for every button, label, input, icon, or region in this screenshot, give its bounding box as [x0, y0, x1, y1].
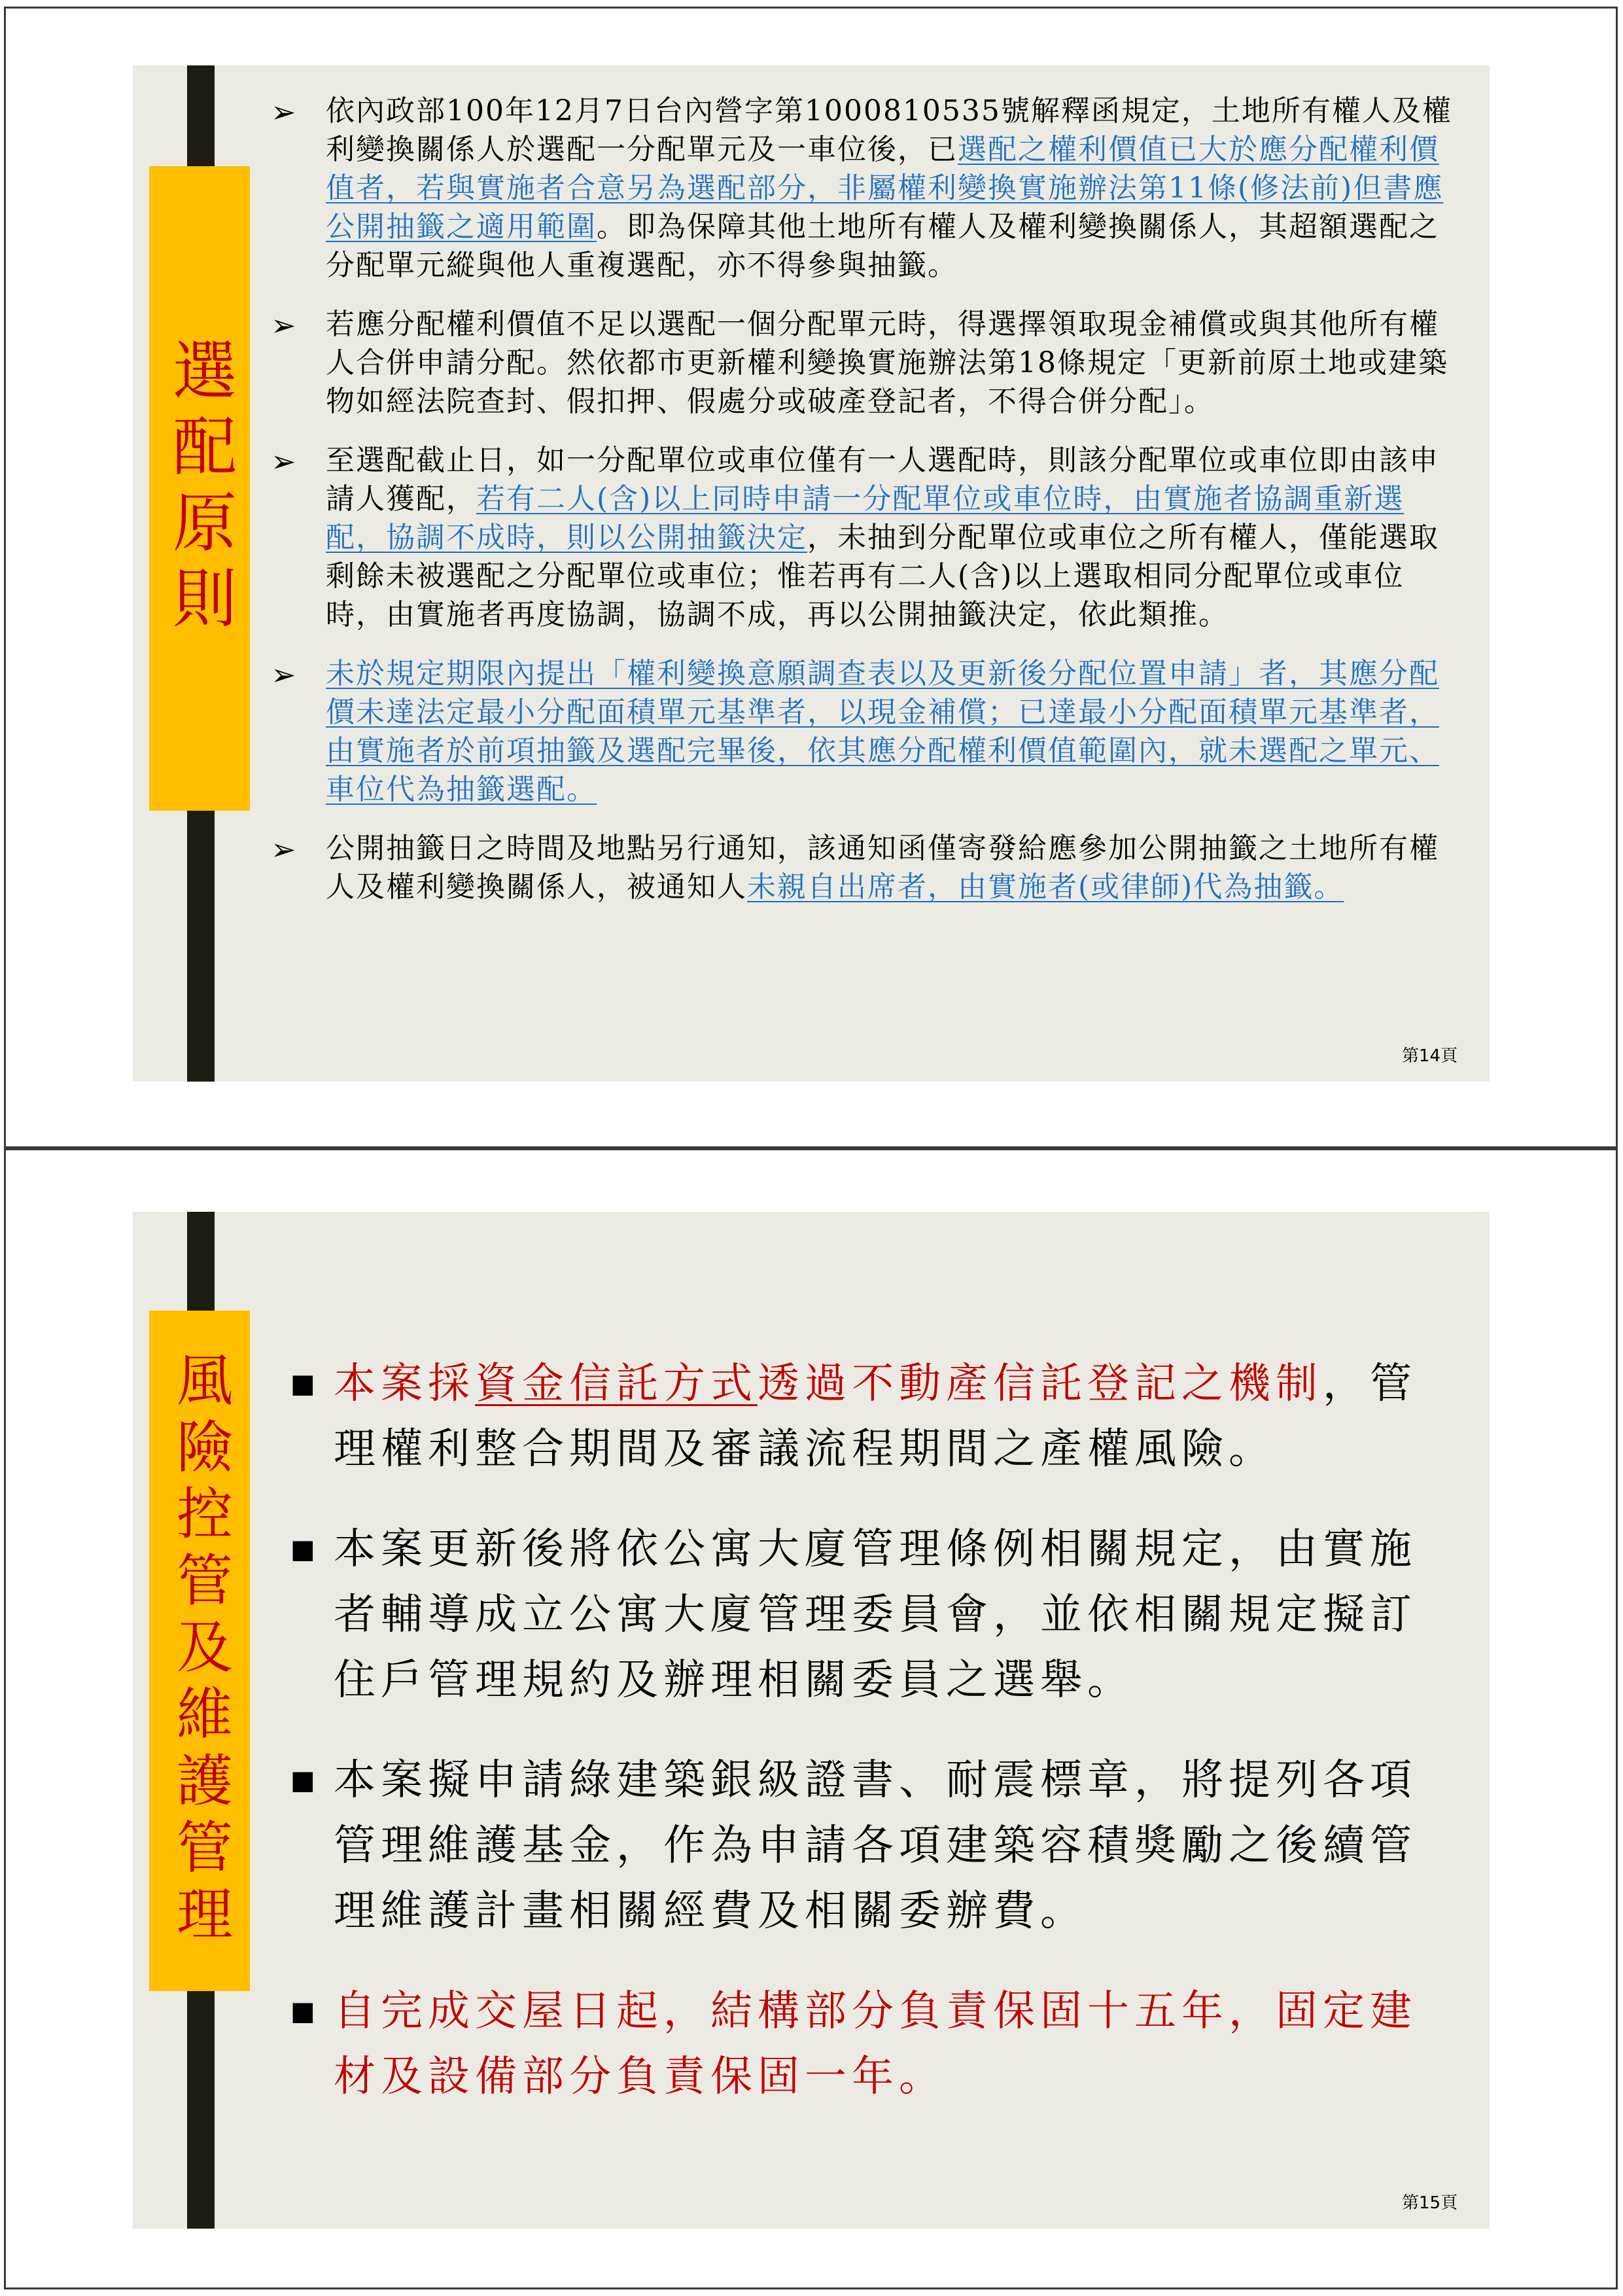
page-number: 第15頁: [1402, 2193, 1458, 2213]
list-item: [268, 654, 1456, 809]
list-item: [268, 305, 1456, 421]
item-link-text: 若有二人(含)以上同時申請一分配單位或車位時，由實施者協調重新選配，協調不成時，則以公開抽籤決定: [326, 482, 1405, 554]
list-item: [288, 1351, 1459, 1482]
slide-15-content: [288, 1351, 1459, 2144]
item-text-red-underlined: 資金信託方式: [475, 1360, 758, 1408]
arrow-bullet-icon: ➢: [271, 832, 298, 867]
item-text: 依內政部100年12月7日台內營字第1000810535號解釋函規定，土地所有權人及權利變換關係人於選配一分配單元及一車位後，已: [326, 94, 1452, 166]
item-link-text: 未親自出席者，由實施者(或律師)代為抽籤。: [747, 870, 1344, 904]
list-item: [288, 1517, 1459, 1713]
item-text: 。即為保障其他土地所有權人及權利變換關係人，其超額選配之分配單元縱與他人重複選配，亦不得參與抽籤。: [326, 210, 1439, 282]
slide-14-content: [268, 92, 1456, 927]
item-text: 若應分配權利價值不足以選配一個分配單元時，得選擇領取現金補償或與其他所有權人合併申請分配。然依都市更新權利變換實施辦法第18條規定「更新前原土地或建築物如經法院查封、假扣押、假處分或破產登記者，不得合併分配」。: [326, 308, 1448, 418]
arrow-bullet-icon: ➢: [271, 444, 298, 479]
item-text: 本案更新後將依公寓大廈管理條例相關規定，由實施者輔導成立公寓大廈管理委員會，並依相關規定擬訂住戶管理規約及辦理相關委員之選舉。: [334, 1525, 1417, 1704]
item-text: ，管理權利整合期間及審議流程期間之產權風險。: [334, 1360, 1417, 1474]
slide-14-title-box: [149, 166, 250, 811]
item-text-red: 自完成交屋日起，結構部分負責保固十五年，固定建材及設備部分負責保固一年。: [334, 1987, 1417, 2101]
list-item: [288, 1748, 1459, 1944]
item-text-red: 本案採: [334, 1360, 475, 1408]
arrow-bullet-icon: ➢: [271, 657, 298, 692]
item-text: 至選配截止日，如一分配單位或車位僅有一人選配時，則該分配單位或車位即由該申請人獲配，: [326, 444, 1439, 516]
item-text: 公開抽籤日之時間及地點另行通知，該通知函僅寄發給應參加公開抽籤之土地所有權人及權利變換關係人，被通知人: [326, 832, 1439, 904]
square-bullet-icon: ■: [290, 1534, 321, 1564]
list-item: [268, 441, 1456, 634]
arrow-bullet-icon: ➢: [271, 308, 298, 343]
square-bullet-icon: ■: [290, 1996, 321, 2026]
slide-15-title: 風險控管及維護管理: [167, 1351, 232, 1951]
item-text: ，未抽到分配單位或車位之所有權人，僅能選取剩餘未被選配之分配單位或車位；惟若再有二人(含)以上選取相同分配單位或車位時，由實施者再度協調，協調不成，再以公開抽籤決定，依此類推。: [326, 521, 1439, 631]
square-bullet-icon: ■: [290, 1369, 321, 1399]
slide-15-title-box: [149, 1311, 250, 1991]
slide-14-title: 選配原則: [162, 336, 237, 641]
item-link-text: 選配之權利價值已大於應分配權利價值者，若與實施者合意另為選配部分，非屬權利變換實施辦法第11條(修法前)但書應公開抽籤之適用範圍: [326, 133, 1444, 243]
page-number: 第14頁: [1402, 1046, 1458, 1066]
item-link-text: 未於規定期限內提出「權利變換意願調查表以及更新後分配位置申請」者，其應分配價未達法定最小分配面積單元基準者，以現金補償；已達最小分配面積單元基準者，由實施者於前項抽籤及選配完畢後，依其應分配權利價值範圍內，就未選配之單元、車位代為抽籤選配。: [326, 657, 1439, 806]
square-bullet-icon: ■: [290, 1765, 321, 1795]
arrow-bullet-icon: ➢: [271, 94, 298, 130]
list-item: [268, 92, 1456, 285]
list-item: [268, 829, 1456, 906]
item-text-red: 透過不動產信託登記之機制: [758, 1360, 1323, 1408]
list-item: [288, 1979, 1459, 2110]
item-text: 本案擬申請綠建築銀級證書、耐震標章，將提列各項管理維護基金，作為申請各項建築容積獎勵之後續管理維護計畫相關經費及相關委辦費。: [334, 1756, 1417, 1935]
